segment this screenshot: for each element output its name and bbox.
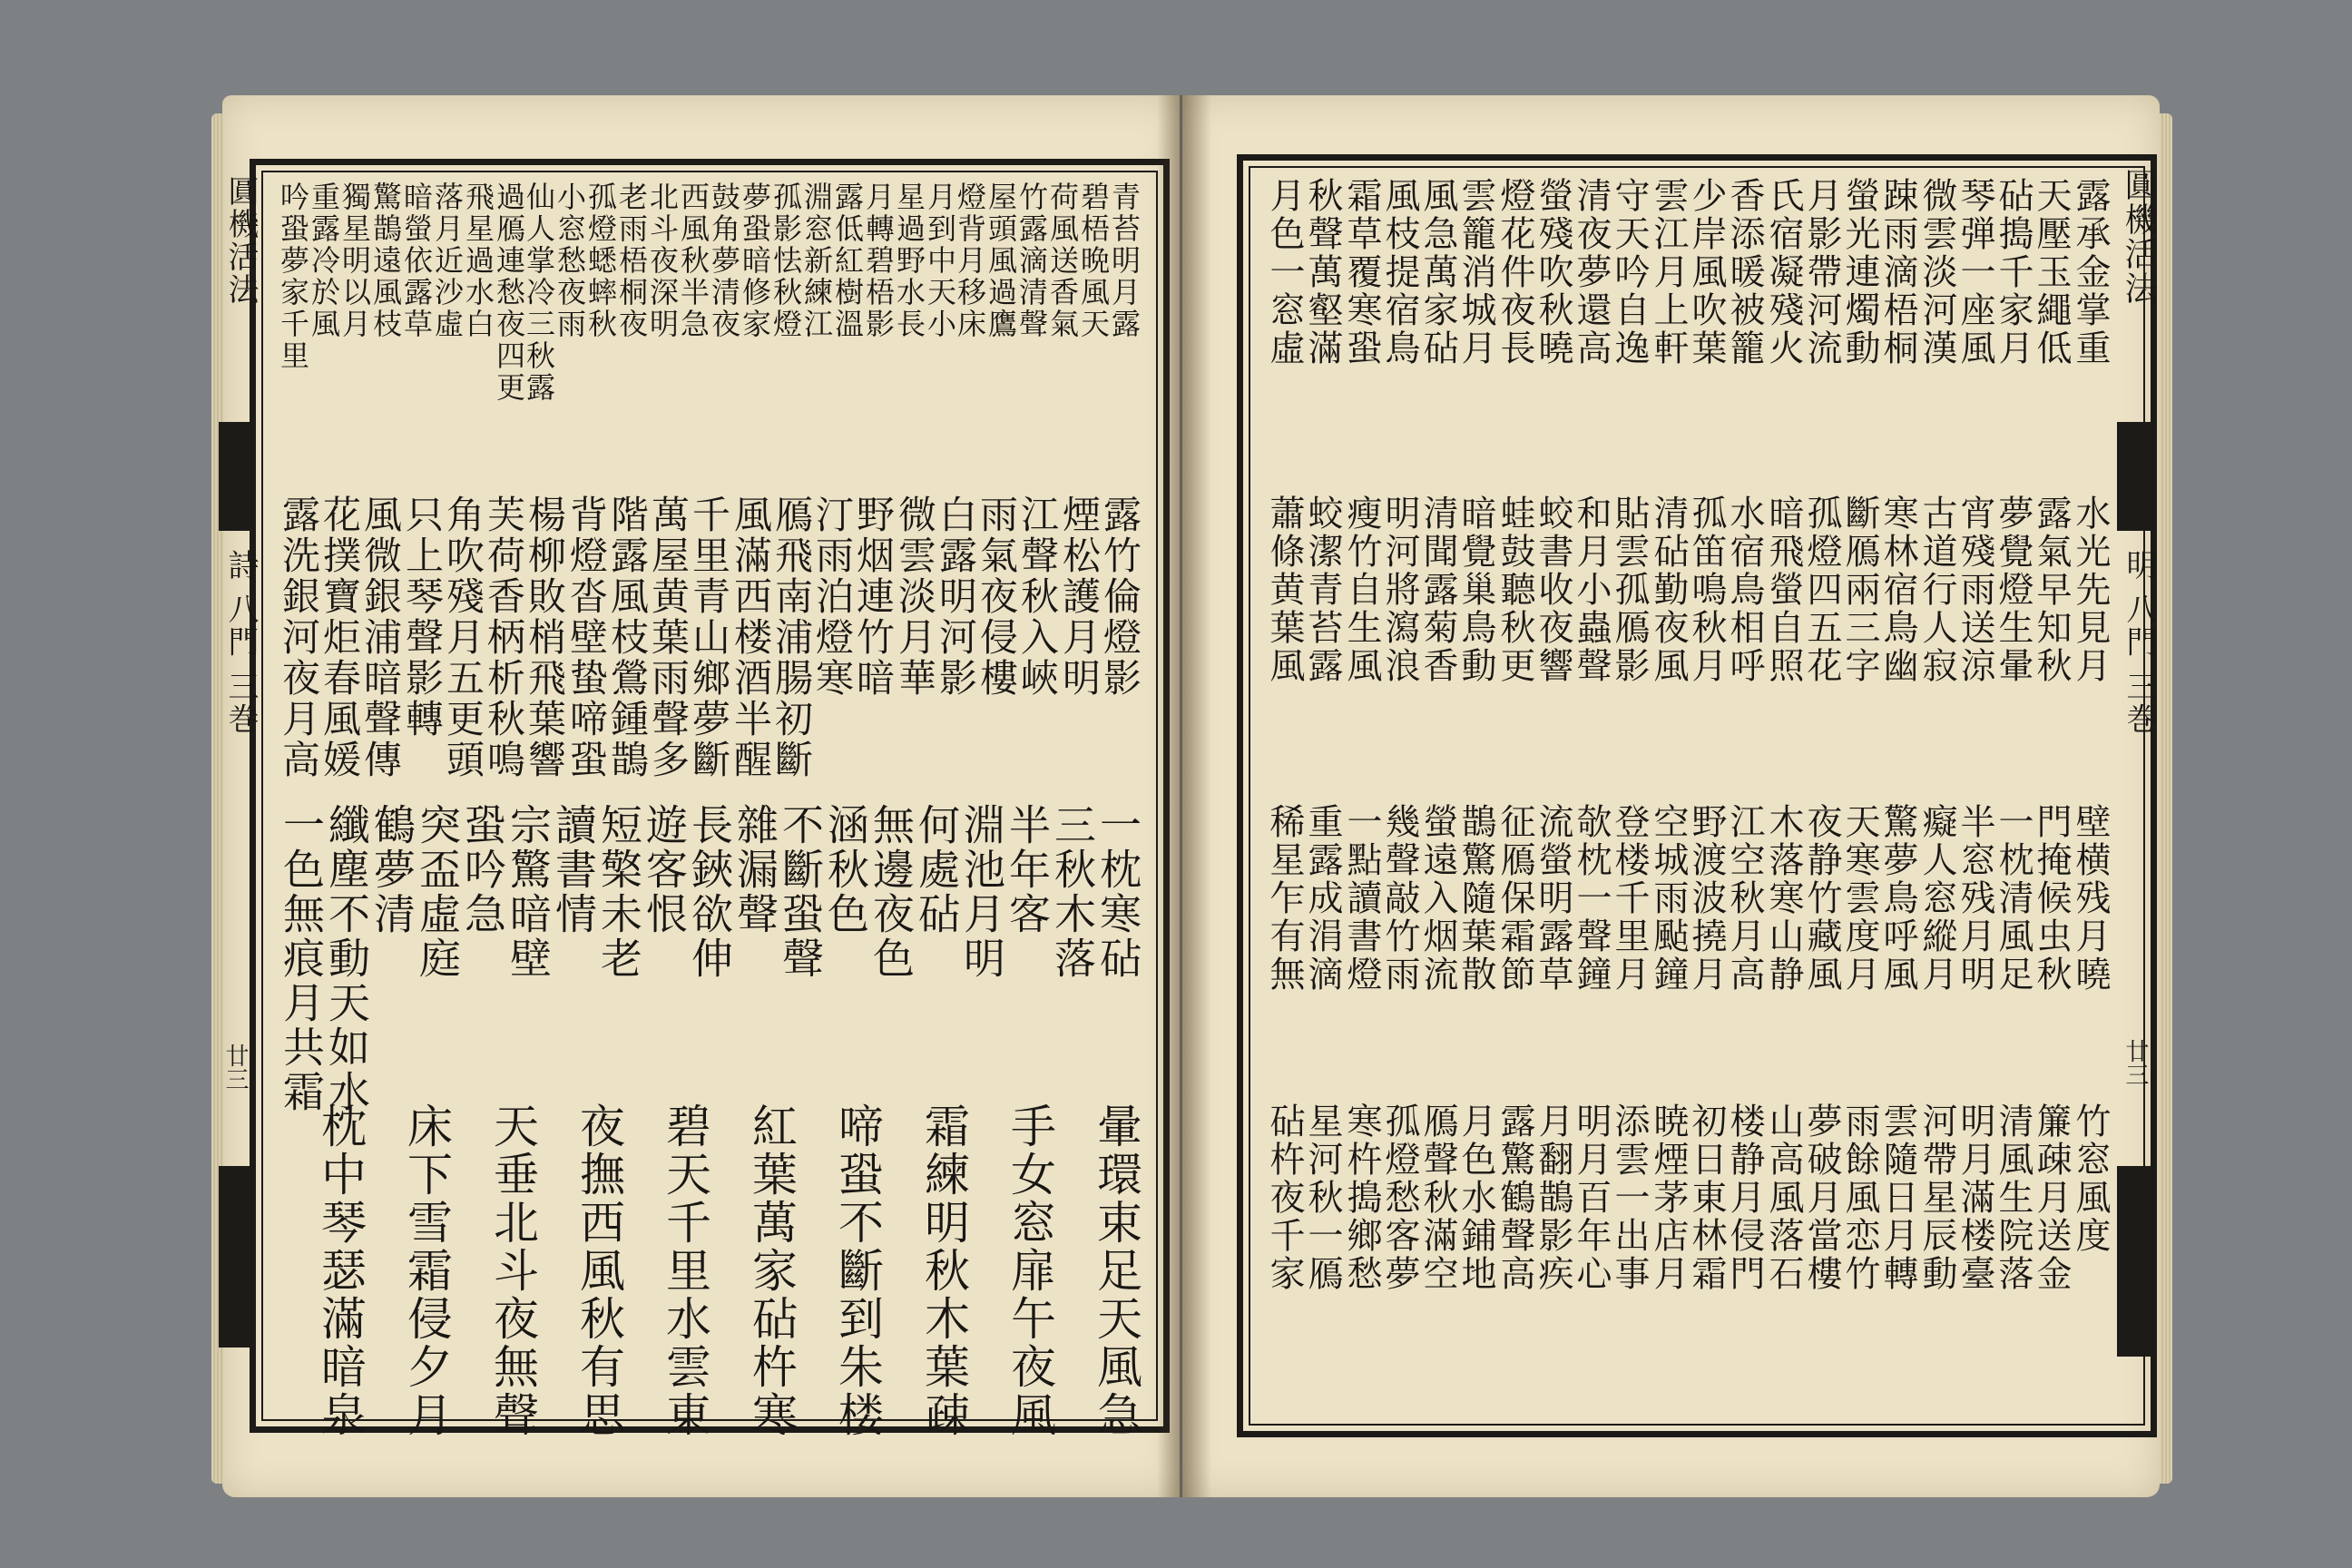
text-column: 屋頭風過鷹 <box>984 181 1018 340</box>
text-column: 楼静月侵門 <box>1724 1102 1765 1293</box>
text-column: 階露風枝鶯鍾鵲 <box>605 495 650 780</box>
text-column: 星過野水長 <box>892 181 926 340</box>
text-column: 明月滿楼臺 <box>1955 1102 1995 1293</box>
text-column: 夢蛩暗修家 <box>738 181 772 340</box>
text-column: 突盃虛庭 <box>413 803 462 981</box>
left-margin-title: 圓機活法 <box>222 175 259 306</box>
text-column: 露低紅樹溫 <box>830 181 865 340</box>
text-column: 暗螢依露草 <box>399 181 434 340</box>
text-column: 白露明河影 <box>934 495 978 699</box>
text-column: 天壓玉繩低 <box>2031 177 2072 368</box>
text-column: 螢殘吹秋曉 <box>1533 177 1573 368</box>
text-column: 天垂北斗夜無聲 <box>486 1102 539 1439</box>
text-column: 山高風落石 <box>1763 1102 1804 1293</box>
text-column: 北斗夜深明 <box>645 181 680 340</box>
text-column: 夢破月當樓 <box>1801 1102 1842 1293</box>
text-column: 遊客恨 <box>640 803 689 936</box>
text-column: 淵池月明 <box>957 803 1006 981</box>
text-column: 香添暖被籠 <box>1724 177 1765 368</box>
text-column: 月色一窓虛 <box>1264 177 1305 368</box>
text-column: 青苔明月露 <box>1107 181 1142 340</box>
text-column: 暗飛螢自照 <box>1763 495 1804 685</box>
text-column: 驚夢鳥呼風 <box>1877 803 1918 994</box>
text-column: 清聞露菊香 <box>1417 495 1458 685</box>
text-column: 仙人掌冷三秋露 <box>522 181 556 404</box>
text-column: 稀星乍有無 <box>1264 803 1305 994</box>
text-column: 霜草覆寒蛩 <box>1341 177 1382 368</box>
text-column: 河帶星辰動 <box>1916 1102 1957 1293</box>
text-column: 竹露滴清聲 <box>1014 181 1049 340</box>
text-column: 一點讀書燈 <box>1341 803 1382 994</box>
text-column: 暁煙茅店月 <box>1648 1102 1689 1293</box>
text-column: 鴈聲秋滿空 <box>1417 1102 1458 1293</box>
text-column: 何處砧 <box>912 803 961 936</box>
text-column: 風滿西楼酒半醒 <box>729 495 773 780</box>
right-margin-fish-tail <box>2117 422 2151 531</box>
text-column: 月到中天小 <box>923 181 957 340</box>
text-column: 和月小蟲聲 <box>1571 495 1612 685</box>
text-column: 雜漏聲 <box>730 803 779 936</box>
text-column: 登楼千里月 <box>1609 803 1650 994</box>
text-column: 手女窓扉午夜風 <box>1004 1102 1056 1439</box>
text-column: 千里青山鄉夢斷 <box>687 495 731 780</box>
text-column: 暗覺巢鳥動 <box>1455 495 1496 685</box>
text-column: 風急萬家砧 <box>1417 177 1458 368</box>
text-column: 煙松護月明 <box>1057 495 1102 699</box>
text-column: 重露冷於風 <box>307 181 341 340</box>
text-column: 霜練明秋木葉疎 <box>917 1102 970 1439</box>
text-column: 蛟潔青苔露 <box>1302 495 1343 685</box>
text-column: 楊柳敗梢飛葉響 <box>523 495 567 780</box>
text-column: 簾疎月送金 <box>2031 1102 2072 1293</box>
text-column: 纖塵不動天如水 <box>322 803 371 1114</box>
text-column: 孤笛鳴秋月 <box>1686 495 1727 685</box>
text-column: 燈背月移床 <box>953 181 987 340</box>
text-column: 琴弾一座風 <box>1955 177 1995 368</box>
text-column: 蛙鼓聽秋更 <box>1494 495 1535 685</box>
text-column: 老雨梧桐夜 <box>614 181 649 340</box>
text-column: 門掩候虫秋 <box>2031 803 2072 994</box>
text-column: 飛星過水白 <box>461 181 495 340</box>
text-column: 碧梧晩風天 <box>1076 181 1111 340</box>
right-folio: 廿三 <box>2122 1039 2149 1086</box>
left-folio: 廿三 <box>221 1044 249 1091</box>
text-column: 孤燈蟋蟀秋 <box>583 181 618 340</box>
text-column: 讀書情 <box>549 803 598 936</box>
text-column: 古道行人寂 <box>1916 495 1957 685</box>
text-column: 芙荷香柄析秋鳴 <box>482 495 526 780</box>
text-column: 三秋木落 <box>1048 803 1097 981</box>
text-column: 只上琴聲影轉 <box>400 495 445 740</box>
text-column: 斷鴈兩三字 <box>1839 495 1880 685</box>
text-column: 一枕清風足 <box>1993 803 2034 994</box>
text-column: 啼蛩不斷到朱楼 <box>831 1102 884 1439</box>
right-page-edge <box>2160 113 2172 1484</box>
text-column: 汀雨泊燈寒 <box>810 495 855 699</box>
text-column: 螢遠入烟流 <box>1417 803 1458 994</box>
text-column: 雲隨日月轉 <box>1877 1102 1918 1293</box>
text-column: 燈花件夜長 <box>1494 177 1535 368</box>
text-column: 壁横残月曉 <box>2070 803 2111 994</box>
open-book <box>222 95 2160 1497</box>
text-column: 紅葉萬家砧杵寒 <box>745 1102 798 1439</box>
left-margin-section: 詩 八門 三巻 <box>222 549 259 736</box>
text-column: 無邊夜色 <box>867 803 916 981</box>
text-column: 江聲秋入峽 <box>1015 495 1060 699</box>
right-margin-lower-band <box>2117 1166 2151 1357</box>
text-column: 枕中琴瑟滿暗泉 <box>314 1102 367 1439</box>
text-column: 鼓角夢清夜 <box>707 181 741 340</box>
text-column: 清風生院落 <box>1993 1102 2034 1293</box>
text-column: 夢覺燈生暈 <box>1993 495 2034 685</box>
text-column: 長鋏欲伸 <box>685 803 734 981</box>
text-column: 小窓愁夜雨 <box>553 181 587 340</box>
text-column: 雨餘風恋竹 <box>1839 1102 1880 1293</box>
text-column: 貼雲孤鴈影 <box>1609 495 1650 685</box>
text-column: 一色無痕月共霜 <box>277 803 326 1114</box>
text-column: 木落寒山静 <box>1763 803 1804 994</box>
text-column: 淵窓新練江 <box>799 181 834 340</box>
text-column: 流螢明露草 <box>1533 803 1573 994</box>
text-column: 少岸風吹葉 <box>1686 177 1727 368</box>
text-column: 重露成涓滴 <box>1302 803 1343 994</box>
text-column: 雨氣夜侵樓 <box>975 495 1019 699</box>
text-column: 江空秋月高 <box>1724 803 1765 994</box>
text-column: 微雲淡月華 <box>893 495 937 699</box>
text-column: 清夜夢還高 <box>1571 177 1612 368</box>
text-column: 添雲一出事 <box>1609 1102 1650 1293</box>
text-column: 夜静竹藏風 <box>1801 803 1842 994</box>
text-column: 露氣早知秋 <box>2031 495 2072 685</box>
text-column: 螢光連燭動 <box>1839 177 1880 368</box>
text-column: 水光先見月 <box>2070 495 2111 685</box>
text-column: 碧天千里水雲東 <box>659 1102 711 1439</box>
text-column: 幾聲敲竹雨 <box>1379 803 1420 994</box>
text-column: 風枝提宿鳥 <box>1379 177 1420 368</box>
text-column: 秋聲萬壑滿 <box>1302 177 1343 368</box>
text-column: 夜撫西風秋有思 <box>573 1102 625 1439</box>
text-column: 鴈飛南浦腸初斷 <box>769 495 814 780</box>
text-column: 涵秋色 <box>821 803 870 936</box>
text-column: 星河秋一鴈 <box>1302 1102 1343 1293</box>
text-column: 癡人窓縱月 <box>1916 803 1957 994</box>
left-margin-lower-band <box>219 1166 251 1348</box>
left-page <box>222 95 1180 1497</box>
text-column: 砧搗千家月 <box>1993 177 2034 368</box>
text-column: 竹窓風度 <box>2070 1102 2111 1255</box>
text-column: 清砧勤夜風 <box>1648 495 1689 685</box>
text-column: 月翻鵲影疾 <box>1533 1102 1573 1293</box>
text-column: 守天吟自逸 <box>1609 177 1650 368</box>
text-column: 踈雨滴梧桐 <box>1877 177 1918 368</box>
text-column: 露驚鶴聲高 <box>1494 1102 1535 1293</box>
text-column: 月影帶河流 <box>1801 177 1842 368</box>
text-column: 雲江月上軒 <box>1648 177 1689 368</box>
text-column: 一枕寒砧 <box>1093 803 1142 981</box>
text-column: 微雲淡河漢 <box>1916 177 1957 368</box>
text-column: 宗驚暗壁 <box>504 803 553 981</box>
text-column: 明月百年心 <box>1571 1102 1612 1293</box>
text-column: 月色水鋪地 <box>1455 1102 1496 1293</box>
text-column: 暈環束足天風急 <box>1090 1102 1142 1439</box>
text-column: 野渡波撓月 <box>1686 803 1727 994</box>
text-column: 明河將瀉浪 <box>1379 495 1420 685</box>
text-column: 短檠未老 <box>594 803 643 981</box>
text-column: 角吹殘月五更頭 <box>441 495 485 780</box>
text-column: 天寒雲度月 <box>1839 803 1880 994</box>
text-column: 野烟連竹暗 <box>851 495 896 699</box>
text-column: 露竹倫燈影 <box>1098 495 1142 699</box>
text-column: 宵殘雨送涼 <box>1955 495 1995 685</box>
text-column: 背燈沓壁蛰啼蛩 <box>564 495 609 780</box>
text-column: 落月近沙虛 <box>430 181 465 340</box>
text-column: 寒林宿鳥幽 <box>1877 495 1918 685</box>
text-column: 吟蛩夢家千里 <box>276 181 310 372</box>
text-column: 露承金掌重 <box>2070 177 2111 368</box>
text-column: 蛟書收夜響 <box>1533 495 1573 685</box>
text-column: 征鴈保霜節 <box>1494 803 1535 994</box>
text-column: 蛩吟急 <box>458 803 507 936</box>
right-margin-section: 明 八門 三巻 <box>2121 549 2157 736</box>
left-margin-fish-tail <box>219 422 251 531</box>
text-column: 欹枕一聲鐘 <box>1571 803 1612 994</box>
text-column: 荷風送香氣 <box>1045 181 1080 340</box>
text-column: 瘦竹自生風 <box>1341 495 1382 685</box>
text-column: 月轉碧梧影 <box>861 181 896 340</box>
text-column: 半窓残月明 <box>1955 803 1995 994</box>
text-column: 孤燈四五花 <box>1801 495 1842 685</box>
text-column: 不斷蛩聲 <box>776 803 825 981</box>
text-column: 露洗銀河夜月高 <box>277 495 321 780</box>
text-column: 砧杵夜千家 <box>1264 1102 1305 1293</box>
text-column: 孤影怯秋燈 <box>769 181 803 340</box>
right-margin-title: 圓機活法 <box>2120 168 2157 306</box>
text-column: 孤燈愁客夢 <box>1379 1102 1420 1293</box>
text-column: 床下雪霜侵夕月 <box>400 1102 453 1439</box>
text-column: 空城雨颭鐘 <box>1648 803 1689 994</box>
text-column: 初日東林霜 <box>1686 1102 1727 1293</box>
text-column: 雲籠消城月 <box>1455 177 1496 368</box>
text-column: 寒杵搗鄉愁 <box>1341 1102 1382 1293</box>
text-column: 鶴夢清 <box>368 803 416 936</box>
text-column: 風微銀浦暗聲傳 <box>358 495 403 780</box>
right-page <box>1182 95 2160 1497</box>
text-column: 萬屋黄葉雨聲多 <box>646 495 691 780</box>
text-column: 獨星明以月 <box>338 181 372 340</box>
text-column: 水宿鳥相呼 <box>1724 495 1765 685</box>
text-column: 氏宿凝殘火 <box>1763 177 1804 368</box>
text-column: 花撲寶炬春風媛 <box>318 495 362 780</box>
text-column: 西風秋半急 <box>676 181 710 340</box>
text-column: 蕭條黄葉風 <box>1264 495 1305 685</box>
text-column: 驚鵲遠風枝 <box>368 181 403 340</box>
text-column: 過鴈連愁夜四更 <box>492 181 526 404</box>
text-column: 半年客 <box>1003 803 1052 936</box>
text-column: 鵲驚隨葉散 <box>1455 803 1496 994</box>
